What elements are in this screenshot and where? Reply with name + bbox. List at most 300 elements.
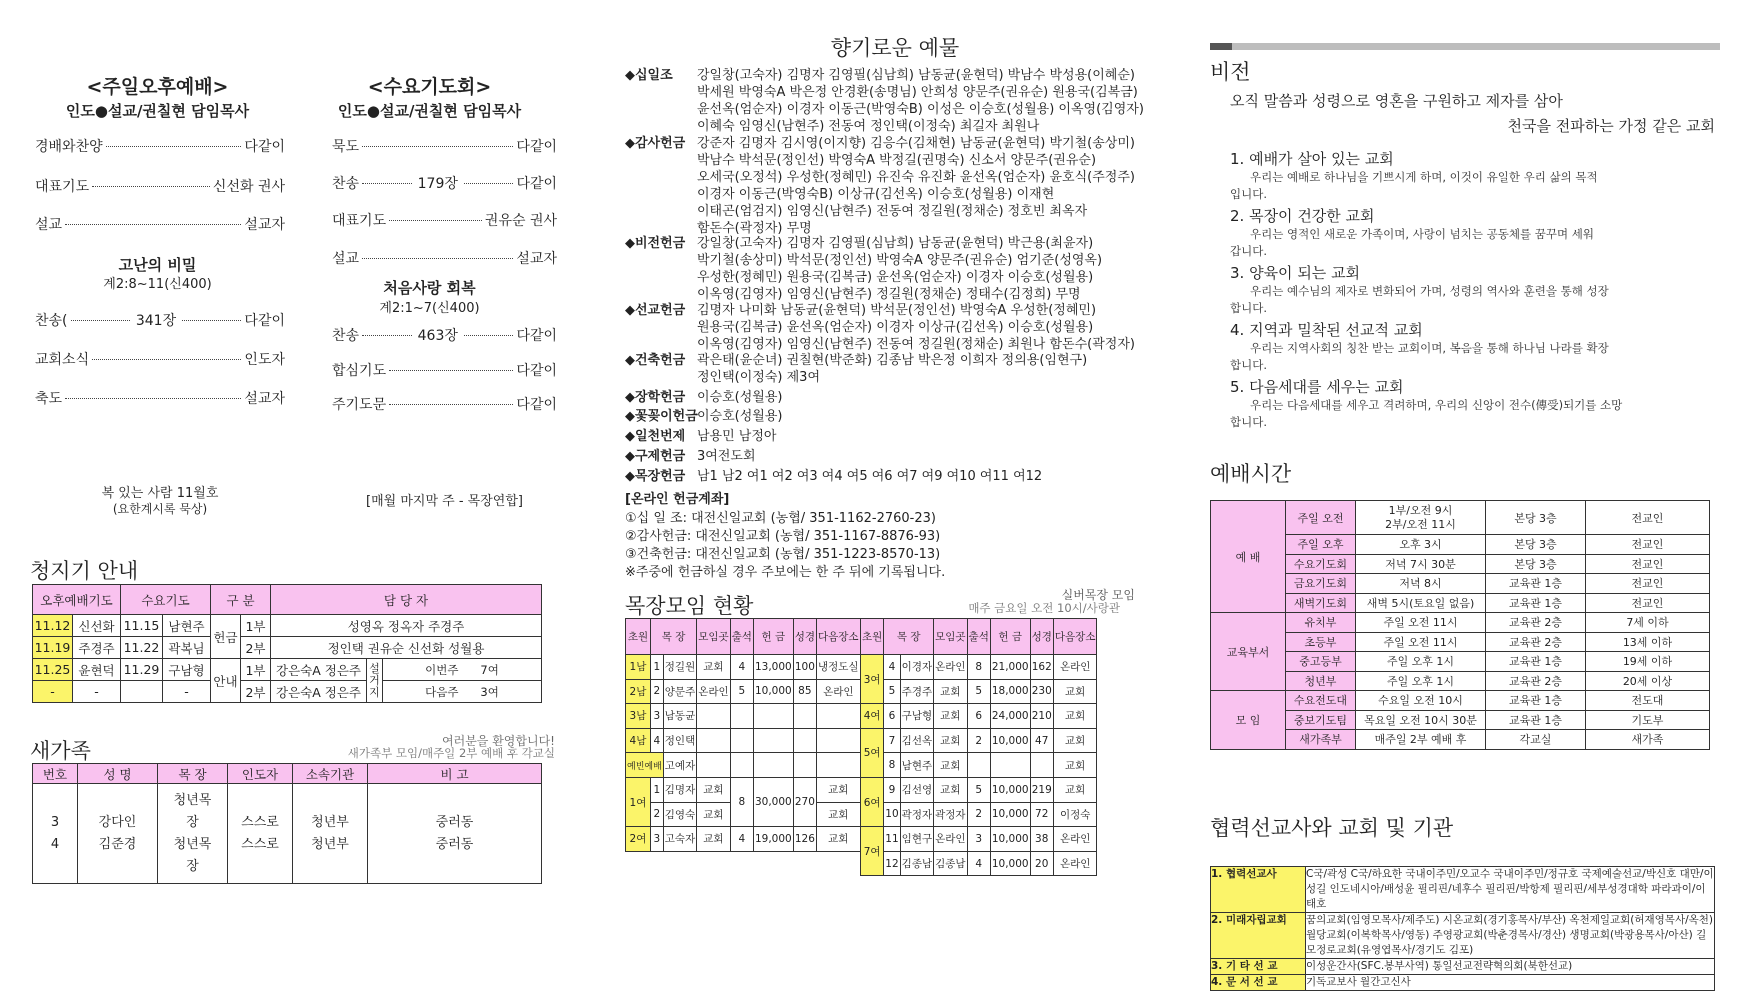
order-value: 다같이 [516,397,557,413]
nx: 온라인 [1053,827,1097,852]
table-row [1211,535,1710,555]
table-row [861,679,1097,704]
offering-thanks [625,135,1135,237]
date-cell: 11.12 [33,615,73,637]
wt-name: 금요기도회 [1286,574,1356,594]
at: 8 [967,655,990,680]
no: 3 [650,704,663,729]
wt-name: 중고등부 [1286,652,1356,672]
vision-item-desc: 합니다. [1230,415,1267,429]
offering-line: 이옥영(김영자) 임영신(남현주) 정길원(정채순) 정태수(김정희) 무명 [697,287,1081,302]
nf-note: 중러동 [435,836,474,852]
wt-place: 본당 3층 [1486,554,1586,574]
date-cell: 11.15 [121,615,163,637]
name-cell: 주경주 [73,637,121,659]
table-row [626,753,861,778]
mk-header: 다음장소 [817,619,861,655]
cw: 3남 [626,704,651,729]
offering-label: ◆건축헌금 [625,353,686,368]
nf-num: 4 [50,836,60,852]
mk: 김선옥 [900,728,933,753]
table-row [1211,913,1715,959]
nf-leader: 스스로 [241,836,279,852]
cw: 5여 [861,728,884,777]
steward-header: 구 분 [211,585,271,615]
cw: 2남 [626,679,651,704]
mk-header: 성경 [793,619,816,655]
mk: 정인택 [663,728,696,753]
order-label: 찬송 [332,328,360,344]
bb: 47 [1030,728,1053,753]
sunday-item-5 [35,349,285,369]
cw: 6여 [861,777,884,826]
wt-time: 새벽 5시(토요일 없음) [1356,593,1486,613]
mk: 고예자 [663,753,696,778]
mk: 곽정자 [900,802,933,827]
wt-time: 저녁 7시 30분 [1356,554,1486,574]
nx: 교회 [1053,728,1097,753]
nf-mokjang [158,784,228,884]
nx: 교회 [817,827,861,852]
worship-time-title: 예배시간 [1210,462,1292,486]
wt-time: 주일 오전 11시 [1356,613,1486,633]
vision-item-4 [1230,319,1710,374]
part-cell: 2부 [241,681,271,703]
column-services [30,0,570,992]
name-cell: 신선화 [73,615,121,637]
name-cell: - [73,681,121,703]
wednesday-service-title: <수요기도회> [367,76,492,98]
wednesday-item-2 [332,173,557,193]
nx: 교회 [1053,704,1097,729]
no: 9 [884,777,900,802]
nf-notes [368,784,542,884]
of: 13,000 [753,655,793,680]
bb: 162 [1030,655,1053,680]
cw: 2여 [626,827,651,852]
vision-item-heading: 5. 다음세대를 세우는 교회 [1230,378,1404,396]
nf-org: 청년부 [311,836,349,852]
mk: 정길원 [663,655,696,680]
pl: 곽정자 [934,802,967,827]
wt-time: 주일 오후 1시 [1356,652,1486,672]
order-label: 합심기도 [332,363,387,379]
offering-label: ◆선교헌금 [625,303,686,318]
mk-header: 출석 [730,619,753,655]
blessed-person-line1: 복 있는 사람 11월호 [101,486,219,501]
mk: 김명자 [663,777,696,802]
table-row [1211,613,1710,633]
nx: 온라인 [1053,851,1097,876]
vision-item-heading: 1. 예배가 살아 있는 교회 [1230,150,1394,168]
vision-item-5 [1230,376,1710,431]
nf-mok: 청년목 [173,836,212,852]
dishwashing-cell: 설거지 [367,659,383,703]
offering-label: ◆일천번제 [625,429,686,444]
table-row [626,827,861,852]
table-row [1211,593,1710,613]
column-offering [625,0,1165,992]
order-label: 찬송 [332,176,360,192]
mk: 주경주 [900,679,933,704]
group-cell: 교육부서 [1211,613,1286,691]
part-cell: 1부 [241,659,271,681]
mk-header: 목 장 [650,619,696,655]
pl: 온라인 [934,655,967,680]
wt-target: 기도부 [1586,710,1710,730]
at: 5 [967,679,990,704]
wt-target: 19세 이하 [1586,652,1710,672]
offering-line: 이승호(성월용) [697,390,783,405]
offering-line: 이옥영(김영자) 임영신(남현주) 전동여 정길원(정채순) 최원나 함돈수(곽정자) [697,337,1135,352]
wednesday-item-5 [332,325,557,345]
vision-item-heading: 3. 양육이 되는 교회 [1230,264,1361,282]
at: 5 [967,777,990,802]
wt-target: 전교인 [1586,593,1710,613]
date-cell: 11.19 [33,637,73,659]
at: 6 [967,704,990,729]
vision-line-1: 오직 말씀과 성령으로 영혼을 구원하고 제자를 삼아 [1230,92,1563,110]
mk: 남동균 [663,704,696,729]
of: 10,000 [990,777,1030,802]
mokjang-title: 목장모임 현황 [625,594,754,618]
table-row [1211,959,1715,975]
wt-time: 목요일 오전 10시 30분 [1356,710,1486,730]
date-cell: 11.29 [121,659,163,681]
wt-place: 본당 3층 [1486,535,1586,555]
offering-line: 원용국(김복금) 윤선옥(엄순자) 이경자 이상규(김선옥) 이승호(성월용) [697,320,1094,335]
of: 19,000 [753,827,793,852]
offering-label: ◆구제헌금 [625,449,686,464]
wt-time: 주일 오후 1시 [1356,671,1486,691]
partner-key: 4. 문 서 선 교 [1211,975,1306,991]
offering-line: 곽은태(윤순녀) 권칠현(박준화) 김종남 박은정 이희자 정의용(임현구) [697,353,1088,368]
wt-place: 교육관 1층 [1486,691,1586,711]
nf-orgs [293,784,368,884]
pl: 교회 [934,704,967,729]
vision-item-heading: 2. 목장이 건강한 교회 [1230,207,1375,225]
part-cell: 2부 [241,637,271,659]
pl: 온라인 [697,679,730,704]
no: 3 [650,827,663,852]
staff-cell: 강은숙A 정은주 [271,659,367,681]
at: 4 [730,827,753,852]
dishwashing-duty [383,659,542,681]
at: 4 [730,655,753,680]
offering-label: ◆비전헌금 [625,236,686,251]
pl: 교회 [697,655,730,680]
partner-key: 2. 미래자립교회 [1211,913,1306,959]
bb: 85 [793,679,816,704]
bb: 72 [1030,802,1053,827]
wt-name: 청년부 [1286,671,1356,691]
sunday-service-leader: 인도●설교/권칠현 담임목사 [65,102,250,120]
bb: 126 [793,827,816,852]
offering-line: 김명자 나미화 남동균(윤현덕) 박석문(정인선) 박영숙A 우성한(정혜민) [697,303,1097,318]
table-row [33,615,542,637]
order-value: 설교자 [244,391,285,407]
vision-title: 비전 [1210,60,1251,84]
welcome-text: 여러분을 환영합니다! [442,734,555,748]
wt-target: 전교인 [1586,554,1710,574]
mk-header: 헌 금 [990,619,1030,655]
nx: 이정숙 [1053,802,1097,827]
partner-value: C국/곽성 C국/하요한 국내이주민/오교수 국내이주민/정규호 국제예술선교/박신호 대만/이성길 인도네시아/배성윤 필리핀/네후수 필리핀/박항제 필리핀/세부성경대학 파라과이/이태호 [1306,867,1715,913]
order-label: 경배와찬양 [35,139,103,155]
offering-mission [625,302,1135,353]
of: 24,000 [990,704,1030,729]
partners-title: 협력선교사와 교회 및 기관 [1210,816,1454,840]
offering-line: 박남수 박석문(정인선) 박영숙A 박정길(권명숙) 신소서 양문주(권유순) [697,153,1097,168]
bb: 219 [1030,777,1053,802]
group-label: 3여 [480,684,499,699]
offering-line: 강준자 김명자 김시영(이지향) 김응수(김채현) 남동균(윤현덕) 박기철(송상미) [697,136,1135,151]
wt-time [1356,501,1486,535]
wt-name: 주일 오전 [1286,501,1356,535]
worship-time-table [1210,500,1710,750]
partner-key: 3. 기 타 선 교 [1211,959,1306,975]
nf-leader: 스스로 [241,814,279,830]
vision-item-desc: 우리는 다음세대를 세우고 격려하며, 우리의 신앙이 전수(傳受)되기를 소망 [1250,398,1623,412]
mk-header: 출석 [967,619,990,655]
offering-line: 이경자 이동근(박영숙B) 이상규(김선옥) 이승호(성월용) 이재현 [697,187,1055,202]
table-row [861,851,1097,876]
vision-item-desc: 갑니다. [1230,244,1267,258]
nf-mok: 장 [186,858,199,874]
date-cell [121,681,163,703]
offering-line: 이승호(성월용) [697,409,783,424]
mokjang-table-left [625,618,861,852]
online-note: ※주중에 헌금하실 경우 주보에는 한 주 뒤에 기록됩니다. [625,565,946,580]
nf-mok: 청년목 [173,792,212,808]
table-row [626,679,861,704]
mk-header: 모임곳 [934,619,967,655]
name-cell: 곽복님 [163,637,211,659]
offering-line: 이혜숙 임영신(남현주) 전동여 정인택(이정숙) 최길자 최원나 [697,119,1040,134]
order-value: 설교자 [244,217,285,233]
of: 10,000 [990,851,1030,876]
order-value: 신선화 권사 [212,179,285,195]
no: 12 [884,851,900,876]
mk-header: 목 장 [884,619,934,655]
sunday-sermon-title: 고난의 비밀 [118,256,197,274]
table-row [861,655,1097,680]
wt-place: 교육관 2층 [1486,613,1586,633]
of: 10,000 [990,728,1030,753]
offering-line: 3여전도회 [697,449,756,464]
order-label: 주기도문 [332,397,387,413]
pl: 교회 [697,777,730,802]
at: 3 [967,827,990,852]
no: 2 [650,802,663,827]
order-value: 다같이 [516,328,558,344]
offering-line: 박세원 박영숙A 박은정 안경환(송명님) 안희성 양문주(권유순) 원용국(김복금) [697,85,1138,100]
month-end-note: [매월 마지막 주 - 목장연합] [366,494,523,509]
offering-line: 우성한(정혜민) 원용국(김복금) 윤선옥(엄순자) 이경자 이승호(성월용) [697,270,1094,285]
nx: 교회 [1053,679,1097,704]
offering-line: 함돈수(곽정자) 무명 [697,221,812,236]
nf-note: 중러동 [435,814,474,830]
wt-target: 새가족 [1586,730,1710,750]
partner-value: 이성운간사(SFC.봉부사역) 통일선교전략혁의회(북한선교) [1306,959,1715,975]
sunday-item-4 [35,310,285,330]
offering-mokjang [625,468,1042,485]
wt-name: 주일 오후 [1286,535,1356,555]
vision-item-1 [1230,148,1710,203]
wt-target: 전교인 [1586,574,1710,594]
nf-header: 비 고 [368,764,542,784]
nx: 교회 [1053,777,1097,802]
offering-line: 남1 남2 여1 여2 여3 여4 여5 여6 여7 여9 여10 여11 여12 [697,469,1043,484]
at: 2 [967,728,990,753]
date-cell: 11.25 [33,659,73,681]
of: 10,000 [753,679,793,704]
wednesday-item-3 [332,210,557,230]
mk-header: 성경 [1030,619,1053,655]
part-cell: 1부 [241,615,271,637]
table-row [33,784,542,884]
no: 2 [650,679,663,704]
bb: 270 [793,777,816,826]
offering-label: ◆꽃꽂이헌금 [625,409,698,424]
wt-place: 교육관 1층 [1486,652,1586,672]
nf-num: 3 [50,814,60,830]
wt-name: 새가족부 [1286,730,1356,750]
mk-header: 헌 금 [753,619,793,655]
nf-org: 청년부 [311,814,349,830]
wt-name: 초등부 [1286,632,1356,652]
wednesday-item-7 [332,394,557,414]
order-label: 설교 [35,217,63,233]
pl: 교회 [697,802,730,827]
name-cell: 남현주 [163,615,211,637]
no: 4 [884,655,900,680]
new-family-table [32,763,542,884]
table-row [1211,632,1710,652]
table-row [626,704,861,729]
cw: 3여 [861,655,884,704]
online-account-3: ③건축헌금: 대전신일교회 (농협/ 351-1223-8570-13) [625,547,941,562]
wt-time: 오후 3시 [1356,535,1486,555]
offering-flowers [625,408,783,425]
offering-line: 강일창(고숙자) 김명자 김영필(심남희) 남동균(윤현덕) 박근용(최윤자) [697,236,1094,251]
nf-header: 번호 [33,764,78,784]
no: 4 [650,728,663,753]
wt-time-2: 2부/오전 11시 [1385,517,1456,531]
wt-time: 매주일 2부 예배 후 [1356,730,1486,750]
table-row [861,802,1097,827]
table-row [626,728,861,753]
offering-label: ◆장학헌금 [625,390,686,405]
sunday-item-2 [35,176,285,196]
no: 8 [884,753,900,778]
offering-line: 남용민 남정아 [697,429,777,444]
bb: 20 [1030,851,1053,876]
wt-time-1: 1부/오전 9시 [1388,503,1453,517]
of: 30,000 [753,777,793,826]
wednesday-service-leader: 인도●설교/권칠현 담임목사 [337,102,522,120]
of: 21,000 [990,655,1030,680]
top-rule [1210,43,1720,50]
blessed-person-line2: (요한계시록 묵상) [112,502,208,516]
partners-table [1210,866,1715,991]
wt-place: 교육관 2층 [1486,671,1586,691]
wednesday-sermon-ref: 계2:1~7(신400) [379,301,480,316]
nf-header: 인도자 [228,764,293,784]
vision-item-desc: 우리는 지역사회의 칭찬 받는 교회이며, 복음을 통해 하나님 나라를 확장 [1250,341,1609,355]
offering-label: ◆목장헌금 [625,469,686,484]
no: 5 [884,679,900,704]
at: 8 [730,777,753,826]
nf-leaders [228,784,293,884]
table-row [1211,691,1710,711]
mokjang-table-right [860,618,1097,876]
pl: 교회 [934,679,967,704]
mk-header: 다음장소 [1053,619,1097,655]
no: 11 [884,827,900,852]
bb: 100 [793,655,816,680]
partner-key: 1. 협력선교사 [1211,867,1306,913]
table-row [861,728,1097,753]
nf-header: 목 장 [158,764,228,784]
order-value: 다같이 [516,363,557,379]
pl: 교회 [934,753,967,778]
category-cell: 헌금 [211,615,241,659]
date-cell: 11.22 [121,637,163,659]
no: 1 [650,777,663,802]
table-row [1211,671,1710,691]
order-value: 다같이 [516,139,557,155]
table-row [861,777,1097,802]
offering-line: 이태곤(엄검지) 임영신(남현주) 전동여 정길원(정채순) 정호빈 최옥자 [697,204,1088,219]
mk-header: 모임곳 [697,619,730,655]
vision-line-2: 천국을 전파하는 가정 같은 교회 [1507,117,1715,135]
order-label: 축도 [35,391,63,407]
wt-time: 저녁 8시 [1356,574,1486,594]
mk: 김영숙 [663,802,696,827]
pl: 교회 [934,728,967,753]
vision-item-3 [1230,262,1710,317]
of: 10,000 [990,827,1030,852]
nx: 교회 [1053,753,1097,778]
table-row [33,681,542,703]
wt-place: 교육관 2층 [1486,632,1586,652]
table-row [1211,710,1710,730]
table-row [626,777,861,802]
cw: 1남 [626,655,651,680]
table-row [1211,574,1710,594]
table-row [1211,730,1710,750]
pl: 김종남 [934,851,967,876]
table-row [1211,867,1715,913]
table-row [861,827,1097,852]
steward-header: 담 당 자 [271,585,542,615]
table-row [33,637,542,659]
vision-item-2 [1230,205,1710,260]
order-value: 설교자 [516,251,557,267]
mk: 김선영 [900,777,933,802]
steward-header: 수요기도 [121,585,211,615]
wt-target: 전교인 [1586,535,1710,555]
week-label: 다음주 [425,684,459,699]
offering-relief [625,448,756,465]
vision-item-heading: 4. 지역과 밀착된 선교적 교회 [1230,321,1423,339]
mk: 고숙자 [663,827,696,852]
mk: 임현구 [900,827,933,852]
offering-line: 윤선옥(엄순자) 이경자 이동근(박영숙B) 이성은 이승호(성월용) 이옥영(김영자) [697,102,1144,117]
wt-target: 20세 이상 [1586,671,1710,691]
no: 10 [884,802,900,827]
